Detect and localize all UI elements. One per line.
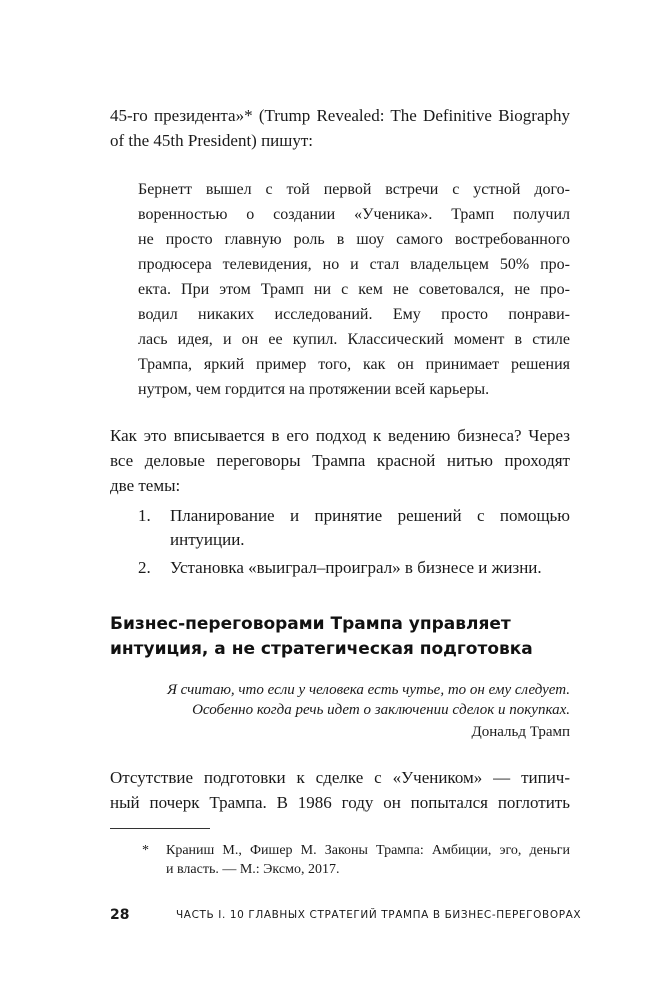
quote-line: водил никаких исследований. Ему просто понрави-	[138, 306, 570, 323]
quote-line: нутром, чем гордится на протяжении всей карьеры.	[138, 381, 490, 398]
list-item-text: интуиции.	[170, 530, 245, 549]
epigraph-line: Я считаю, что если у человека есть чутье, то он ему следует.	[167, 682, 570, 698]
epigraph-line: Особенно когда речь идет о заключении сделок и покупках.	[192, 702, 570, 718]
quote-line: воренностью о создании «Ученика». Трамп получил	[138, 206, 570, 223]
footnote-line: Краниш М., Фишер М. Законы Трампа: Амбиции, эго, деньги	[166, 843, 570, 858]
epigraph-author: Дональд Трамп	[471, 724, 570, 740]
body-text-line: все деловые переговоры Трампа красной нитью проходят	[110, 451, 570, 470]
quote-line: продюсера телевидения, но и стал владельцем 50% про-	[138, 256, 570, 273]
list-item-number: 1.	[138, 506, 151, 525]
body-text-line: ный почерк Трампа. В 1986 году он попытался поглотить	[110, 793, 570, 812]
footnote-line: и власть. — М.: Эксмо, 2017.	[166, 862, 340, 877]
list-item-text: Планирование и принятие решений с помощью	[170, 506, 570, 525]
heading-line: интуиция, а не стратегическая подготовка	[110, 639, 533, 659]
heading-line: Бизнес-переговорами Трампа управляет	[110, 614, 511, 634]
quote-line: Бернетт вышел с той первой встречи с устной дого-	[138, 181, 570, 198]
quote-line: екта. При этом Трамп ни с кем не советовался, не про-	[138, 281, 570, 298]
body-text-line: Отсутствие подготовки к сделке с «Учеником» — типич-	[110, 768, 570, 787]
body-text-line: Как это вписывается в его подход к ведению бизнеса? Через	[110, 426, 570, 445]
page-number: 28	[110, 907, 130, 923]
quote-line: лась идея, и он ее купил. Классический момент в стиле	[138, 331, 570, 348]
footnote-mark: *	[142, 843, 149, 858]
footnote-divider	[110, 828, 210, 829]
body-text-line: 45-го президента»* (Trump Revealed: The Definitive Biography	[110, 106, 570, 125]
quote-line: не просто главную роль в шоу самого востребованного	[138, 231, 570, 248]
running-head: ЧАСТЬ I. 10 ГЛАВНЫХ СТРАТЕГИЙ ТРАМПА В БИЗНЕС-ПЕРЕГОВОРАХ	[176, 909, 582, 921]
body-text-line: две темы:	[110, 476, 181, 495]
body-text-line: of the 45th President) пишут:	[110, 131, 314, 150]
list-item-number: 2.	[138, 558, 151, 577]
list-item-text: Установка «выиграл–проиграл» в бизнесе и жизни.	[170, 558, 542, 577]
quote-line: Трампа, яркий пример того, как он принимает решения	[138, 356, 570, 373]
